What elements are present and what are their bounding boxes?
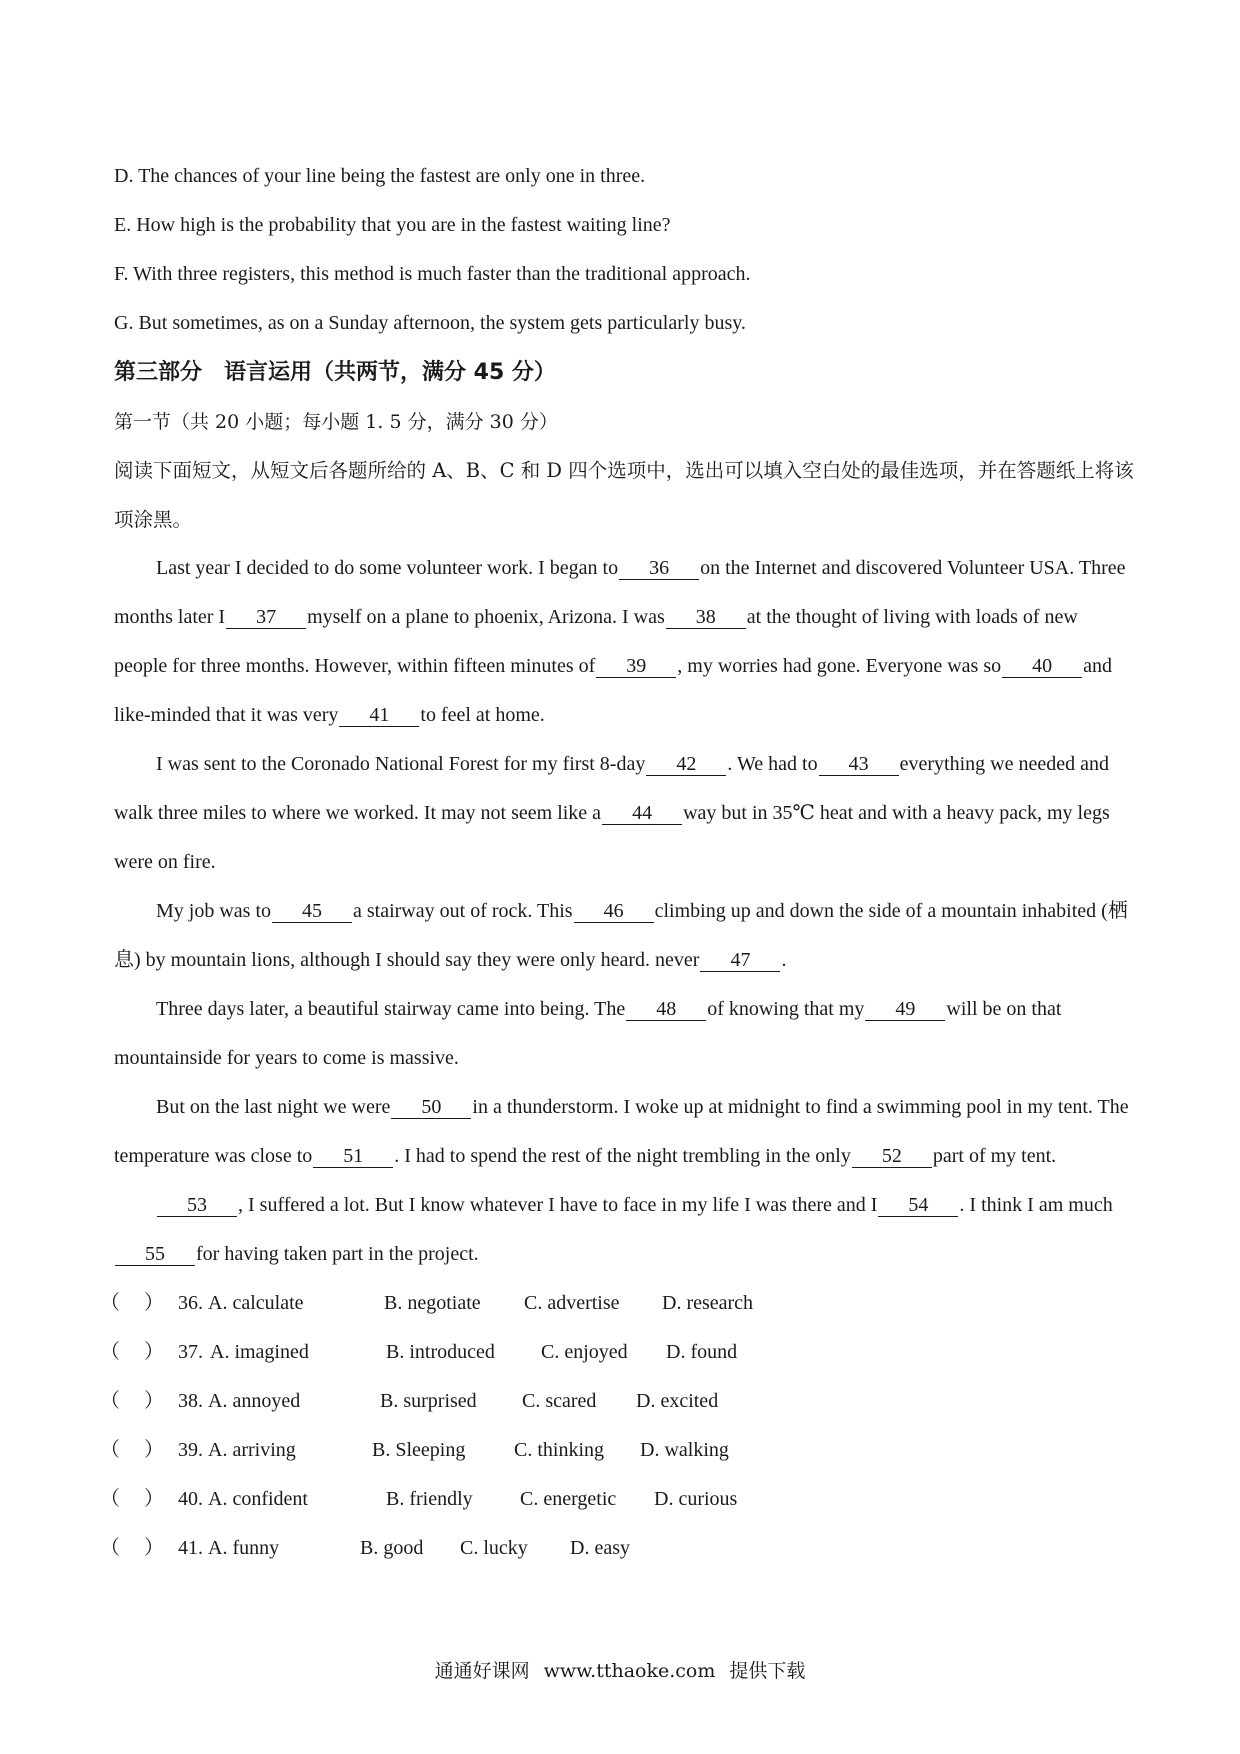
blank-46[interactable]: 46	[574, 900, 654, 923]
question-row	[100, 1377, 1134, 1426]
choice-option[interactable]: C. enjoyed	[541, 1341, 628, 1363]
passage-paragraph-3	[114, 887, 1134, 985]
blank-48[interactable]: 48	[626, 998, 706, 1021]
passage-text: to feel at home.	[420, 704, 545, 726]
choice-option[interactable]: C. scared	[522, 1390, 597, 1412]
passage-text: , my worries had gone. Everyone was so	[677, 655, 1002, 677]
passage-paragraph-1	[114, 544, 1134, 740]
choice-option[interactable]: A. imagined	[210, 1341, 309, 1363]
choice-option[interactable]: C. lucky	[460, 1537, 528, 1559]
blank-41[interactable]: 41	[339, 704, 419, 727]
choice-option[interactable]: A. annoyed	[208, 1390, 301, 1412]
choice-option[interactable]: D. curious	[654, 1488, 738, 1510]
subsection-title: 第一节（共 20 小题；每小题 1. 5 分，满分 30 分）	[114, 411, 558, 433]
choice-option[interactable]: A. arriving	[208, 1439, 296, 1461]
blank-51[interactable]: 51	[313, 1145, 393, 1168]
reading-option-e: E. How high is the probability that you are in the fastest waiting line?	[114, 214, 671, 236]
passage-text: part of my tent.	[932, 1145, 1057, 1167]
blank-42[interactable]: 42	[646, 753, 726, 776]
choice-option[interactable]: A. confident	[208, 1488, 308, 1510]
blank-45[interactable]: 45	[272, 900, 352, 923]
choice-option[interactable]: B. negotiate	[384, 1292, 481, 1314]
question-row	[100, 1475, 1134, 1524]
blank-52[interactable]: 52	[852, 1145, 932, 1168]
choice-option[interactable]: B. good	[360, 1537, 424, 1559]
passage-text: everything we needed and walk three miles to where we worked. It may not seem like a	[114, 753, 1109, 824]
blank-47[interactable]: 47	[700, 949, 780, 972]
question-number: 39.	[178, 1439, 203, 1461]
reading-option-f: F. With three registers, this method is much faster than the traditional approach.	[114, 263, 751, 285]
footer-site-name: 通通好课网	[434, 1660, 530, 1682]
passage-text: will be on that mountainside for years to come is massive.	[114, 998, 1062, 1069]
blank-43[interactable]: 43	[819, 753, 899, 776]
answer-paren-open[interactable]: （	[100, 1390, 120, 1412]
question-row	[100, 1279, 1134, 1328]
choice-option[interactable]: A. funny	[208, 1537, 280, 1559]
passage-text: in a thunderstorm. I woke up at midnight to find a swimming pool in my tent. The temperature was close to	[114, 1096, 1129, 1167]
choice-option[interactable]: A. calculate	[208, 1292, 304, 1314]
passage-text: . We had to	[727, 753, 818, 775]
section-title: 第三部分 语言运用（共两节，满分 45 分）	[114, 360, 556, 385]
answer-paren-close[interactable]: ）	[144, 1292, 164, 1314]
answer-paren-close[interactable]: ）	[144, 1341, 164, 1363]
passage-text: for having taken part in the project.	[196, 1243, 479, 1265]
question-number: 40.	[178, 1488, 203, 1510]
blank-38[interactable]: 38	[666, 606, 746, 629]
instruction: 阅读下面短文，从短文后各题所给的 A、B、C 和 D 四个选项中，选出可以填入空白处的最佳选项，并在答题纸上将该项涂黑。	[114, 459, 1134, 531]
choice-option[interactable]: B. introduced	[386, 1341, 495, 1363]
blank-36[interactable]: 36	[619, 557, 699, 580]
choice-option[interactable]: D. research	[662, 1292, 754, 1314]
footer-url: www.tthaoke.com	[543, 1660, 716, 1682]
passage-text: Three days later, a beautiful stairway came into being. The	[156, 998, 626, 1020]
passage-text: . I think I am much	[959, 1194, 1113, 1216]
blank-40[interactable]: 40	[1002, 655, 1082, 678]
question-row	[100, 1328, 1134, 1377]
blank-55[interactable]: 55	[115, 1243, 195, 1266]
question-row	[100, 1524, 1134, 1573]
choice-option[interactable]: B. friendly	[386, 1488, 473, 1510]
choice-option[interactable]: C. thinking	[514, 1439, 605, 1461]
passage-paragraph-2	[114, 740, 1134, 887]
blank-50[interactable]: 50	[391, 1096, 471, 1119]
reading-option-d: D. The chances of your line being the fastest are only one in three.	[114, 165, 646, 187]
passage-text: Last year I decided to do some volunteer work. I began to	[156, 557, 619, 579]
question-number: 37.	[178, 1341, 203, 1363]
question-list	[100, 1279, 1134, 1573]
blank-53[interactable]: 53	[157, 1194, 237, 1217]
exam-page	[100, 152, 1134, 1573]
blank-39[interactable]: 39	[596, 655, 676, 678]
passage-text: , I suffered a lot. But I know whatever I have to face in my life I was there and I	[238, 1194, 878, 1216]
page-footer	[0, 1656, 1240, 1683]
passage-text: on the Internet and discovered Volunteer USA. Three months later I	[114, 557, 1126, 628]
reading-option-g: G. But sometimes, as on a Sunday afternoon, the system gets particularly busy.	[114, 312, 746, 334]
passage-paragraph-4	[114, 985, 1134, 1083]
blank-37[interactable]: 37	[226, 606, 306, 629]
question-number: 41.	[178, 1537, 203, 1559]
choice-option[interactable]: B. surprised	[380, 1390, 477, 1412]
blank-49[interactable]: 49	[865, 998, 945, 1021]
question-number: 38.	[178, 1390, 203, 1412]
passage-text: way but in 35℃ heat and with a heavy pack, my legs were on fire.	[114, 802, 1110, 873]
choice-option[interactable]: B. Sleeping	[372, 1439, 466, 1461]
answer-paren-open[interactable]: （	[100, 1292, 120, 1314]
question-number: 36.	[178, 1292, 203, 1314]
passage-text: of knowing that my	[707, 998, 865, 1020]
blank-54[interactable]: 54	[878, 1194, 958, 1217]
choice-option[interactable]: D. easy	[570, 1537, 630, 1559]
answer-paren-close[interactable]: ）	[144, 1439, 164, 1461]
answer-paren-close[interactable]: ）	[144, 1390, 164, 1412]
choice-option[interactable]: C. advertise	[524, 1292, 620, 1314]
passage-text: I was sent to the Coronado National Forest for my first 8-day	[156, 753, 646, 775]
answer-paren-open[interactable]: （	[100, 1537, 120, 1559]
passage-text: climbing up and down the side of a mountain inhabited (栖息) by mountain lions, although I should say they were only heard. never	[114, 900, 1128, 971]
passage-text: But on the last night we were	[156, 1096, 391, 1118]
answer-paren-close[interactable]: ）	[144, 1488, 164, 1510]
passage-text: and like-minded that it was very	[114, 655, 1112, 726]
answer-paren-open[interactable]: （	[100, 1439, 120, 1461]
answer-paren-open[interactable]: （	[100, 1341, 120, 1363]
passage-text: at the thought of living with loads of new people for three months. However, within fifteen minutes of	[114, 606, 1078, 677]
answer-paren-open[interactable]: （	[100, 1488, 120, 1510]
passage-paragraph-6	[114, 1181, 1134, 1279]
passage-text: myself on a plane to phoenix, Arizona. I was	[307, 606, 665, 628]
blank-44[interactable]: 44	[602, 802, 682, 825]
passage-text: .	[781, 949, 787, 971]
answer-paren-close[interactable]: ）	[144, 1537, 164, 1559]
passage-text: My job was to	[156, 900, 271, 922]
passage-paragraph-5	[114, 1083, 1134, 1181]
footer-download-text: 提供下载	[729, 1660, 806, 1682]
question-row	[100, 1426, 1134, 1475]
choice-option[interactable]: D. found	[666, 1341, 738, 1363]
choice-option[interactable]: C. energetic	[520, 1488, 617, 1510]
choice-option[interactable]: D. excited	[636, 1390, 719, 1412]
passage-text: . I had to spend the rest of the night trembling in the only	[394, 1145, 851, 1167]
choice-option[interactable]: D. walking	[640, 1439, 729, 1461]
passage-text: a stairway out of rock. This	[353, 900, 573, 922]
